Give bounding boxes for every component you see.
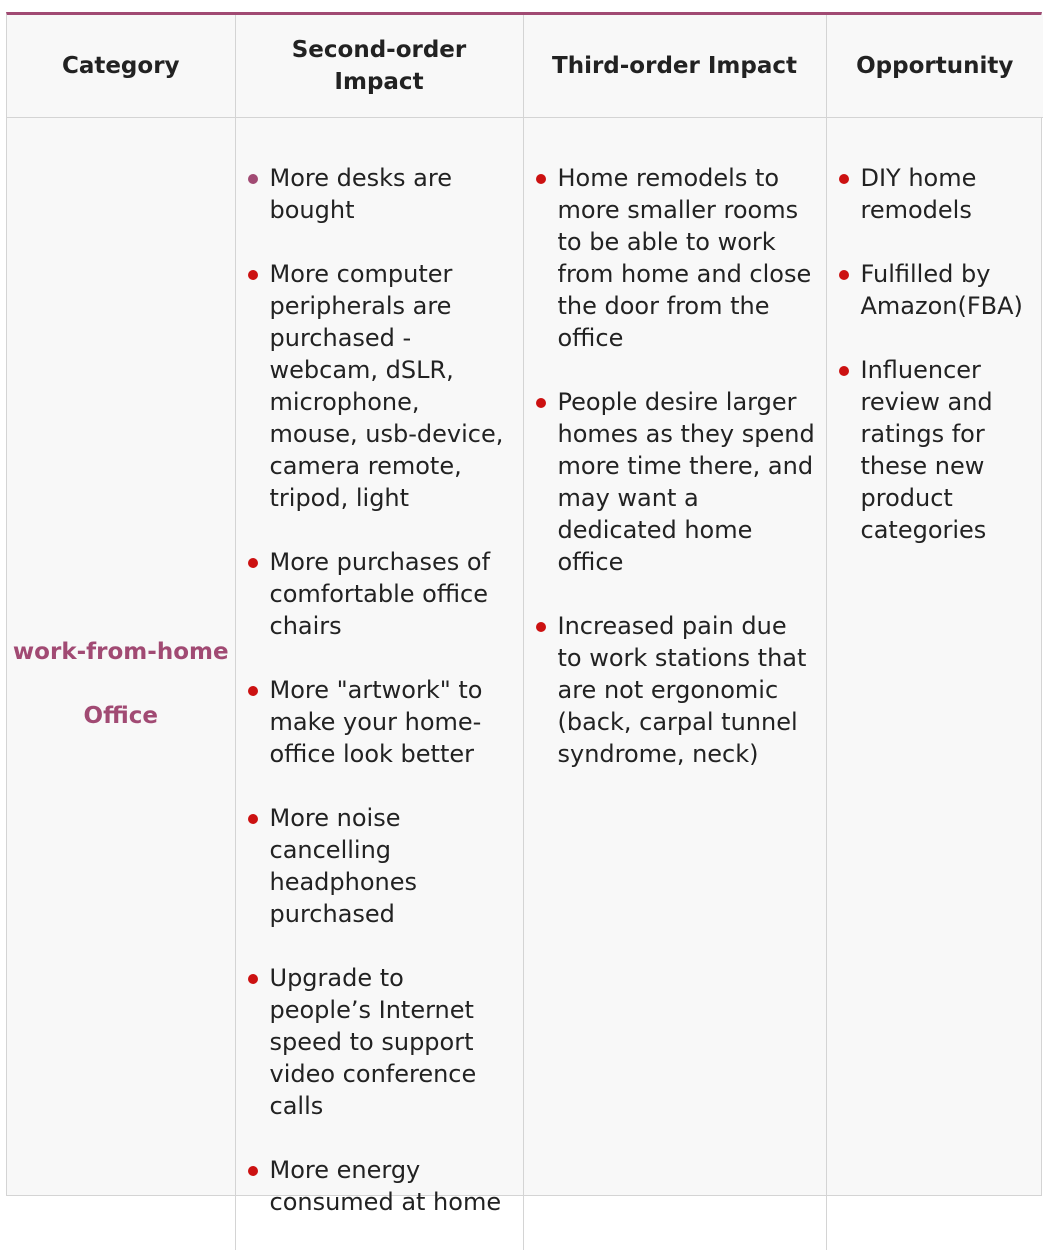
bullet-icon — [248, 558, 258, 568]
bullet-icon — [839, 366, 849, 376]
bullet-icon — [248, 174, 258, 184]
header-opportunity: Opportunity — [826, 15, 1043, 117]
bullet-icon — [536, 398, 546, 408]
list-item: More purchases of comfortable office chairs — [236, 546, 523, 642]
category-label-line1: work-from-home — [12, 638, 229, 665]
bullet-icon — [248, 814, 258, 824]
third-order-cell — [523, 117, 826, 1250]
bullet-icon — [536, 622, 546, 632]
table-row — [7, 117, 1043, 1250]
bullet-icon — [248, 686, 258, 696]
list-item: DIY home remodels — [827, 162, 1044, 226]
bullet-icon — [536, 174, 546, 184]
list-item: More noise cancelling headphones purchased — [236, 802, 523, 930]
bullet-icon — [839, 174, 849, 184]
header-third-order: Third-order Impact — [523, 15, 826, 117]
impact-table-grid — [7, 15, 1043, 1250]
list-item: Fulfilled by Amazon(FBA) — [827, 258, 1044, 322]
list-item: Increased pain due to work stations that are not ergonomic (back, carpal tunnel syndrome, neck) — [524, 610, 826, 770]
list-item: More desks are bought — [236, 162, 523, 226]
bullet-icon — [839, 270, 849, 280]
category-label-line2: Office — [83, 702, 158, 729]
header-category: Category — [7, 15, 235, 117]
bullet-icon — [248, 270, 258, 280]
list-item: More computer peripherals are purchased - webcam, dSLR, microphone, mouse, usb-device, camera remote, tripod, light — [236, 258, 523, 514]
second-order-list — [236, 162, 523, 1218]
list-item: Influencer review and ratings for these new product categories — [827, 354, 1044, 546]
list-item: More energy consumed at home — [236, 1154, 523, 1218]
opportunity-cell — [826, 117, 1043, 1250]
third-order-list — [524, 162, 826, 770]
second-order-cell — [235, 117, 523, 1250]
list-item: More "artwork" to make your home-office look better — [236, 674, 523, 770]
opportunity-list — [827, 162, 1044, 546]
impact-table — [6, 12, 1042, 1216]
list-item: People desire larger homes as they spend more time there, and may want a dedicated home office — [524, 386, 826, 578]
bullet-icon — [248, 1166, 258, 1176]
bullet-icon — [248, 974, 258, 984]
header-row — [7, 15, 1043, 117]
list-item: Upgrade to people’s Internet speed to support video conference calls — [236, 962, 523, 1122]
header-second-order: Second-order Impact — [235, 15, 523, 117]
list-item: Home remodels to more smaller rooms to be able to work from home and close the door from the office — [524, 162, 826, 354]
category-cell — [7, 117, 235, 1250]
